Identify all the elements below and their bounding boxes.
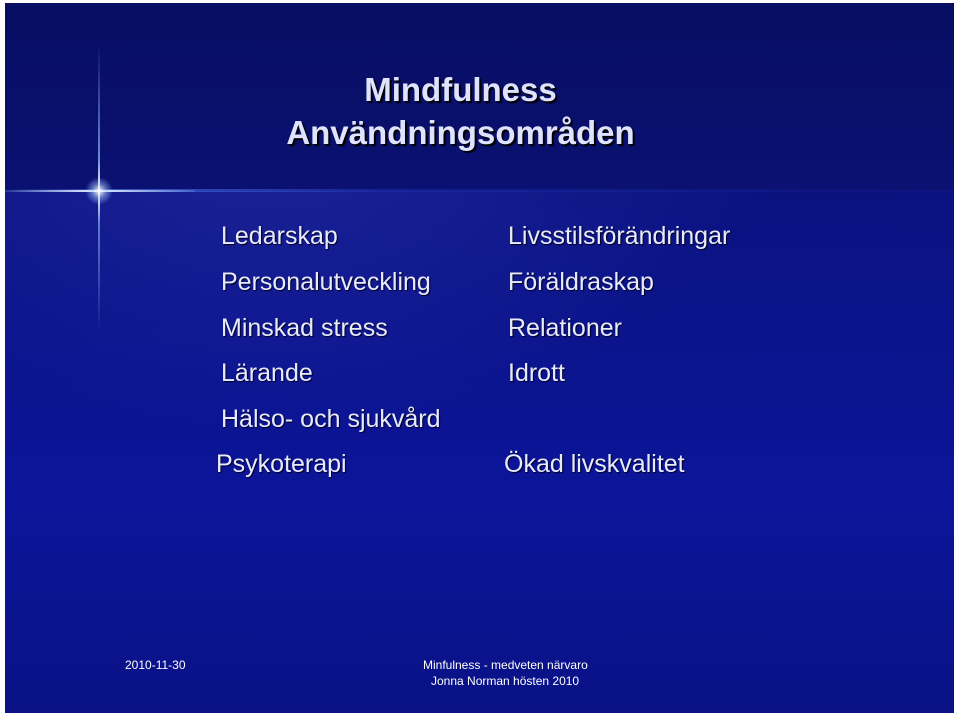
left-item-learning: Lärande — [221, 359, 313, 387]
left-item-psychotherapy: Psykoterapi — [216, 450, 347, 478]
slide — [5, 3, 954, 713]
footer-line-2: Jonna Norman hösten 2010 — [431, 674, 580, 688]
left-item-reduced-stress: Minskad stress — [221, 314, 388, 342]
footer-date: 2010-11-30 — [125, 658, 186, 672]
right-item-lifestyle-changes: Livsstilsförändringar — [508, 222, 731, 250]
right-item-parenting: Föräldraskap — [508, 268, 654, 296]
left-item-healthcare: Hälso- och sjukvård — [221, 405, 441, 433]
right-item-quality-of-life: Ökad livskvalitet — [504, 450, 685, 478]
left-item-leadership: Ledarskap — [221, 222, 338, 250]
right-item-relationships: Relationer — [508, 314, 622, 342]
right-item-sports: Idrott — [508, 359, 565, 387]
title-line-1: Mindfulness — [364, 71, 557, 108]
star-icon — [85, 177, 113, 205]
title-line-2: Användningsområden — [286, 114, 635, 151]
slide-title — [5, 68, 916, 154]
left-item-staff-development: Personalutveckling — [221, 268, 431, 296]
footer-line-1: Minfulness - medveten närvaro — [423, 658, 588, 672]
